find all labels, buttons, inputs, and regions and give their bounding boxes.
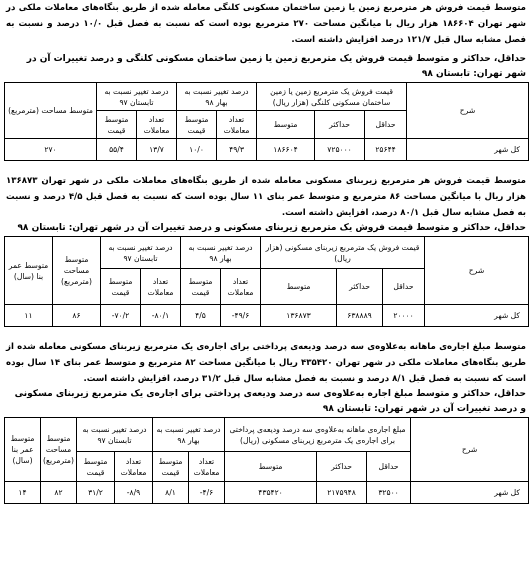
header-avg-area: متوسط مساحت (مترمربع) bbox=[5, 83, 97, 139]
header-max: حداکثر bbox=[317, 452, 367, 482]
cell-avg: ۱۸۶۶۰۴ bbox=[257, 139, 315, 161]
header-summer-count: تعداد معاملات bbox=[115, 452, 153, 482]
row-label: کل شهر bbox=[425, 305, 529, 327]
table-row bbox=[5, 482, 529, 504]
cell-avg: ۱۳۶۸۷۳ bbox=[261, 305, 337, 327]
section3-table bbox=[4, 417, 529, 504]
header-summer-price: متوسط قیمت bbox=[101, 269, 141, 305]
header-price-group: قیمت فروش یک مترمربع زمین یا زمین ساختمان مسکونی کلنگی (هزار ریال) bbox=[257, 83, 407, 111]
header-price-group: قیمت فروش یک مترمربع زیربنای مسکونی (هزار ریال) bbox=[261, 237, 425, 269]
header-summer-price: متوسط قیمت bbox=[77, 452, 115, 482]
cell-avg: ۴۳۵۴۲۰ bbox=[225, 482, 317, 504]
header-sharh: شرح bbox=[425, 237, 529, 305]
cell-max: ۷۲۵۰۰۰ bbox=[315, 139, 365, 161]
header-spring-change: درصد تغییر نسبت به بهار ۹۸ bbox=[181, 237, 261, 269]
cell-min: ۲۰۰۰۰ bbox=[383, 305, 425, 327]
section2-table bbox=[4, 236, 529, 327]
cell-age: ۱۱ bbox=[5, 305, 53, 327]
cell-area: ۸۶ bbox=[53, 305, 101, 327]
header-avg: متوسط bbox=[225, 452, 317, 482]
header-max: حداکثر bbox=[315, 111, 365, 139]
cell-spring-count: ۴۹/۳ bbox=[217, 139, 257, 161]
cell-spring-count: ۴/۶- bbox=[189, 482, 225, 504]
cell-spring-price: ۴/۵ bbox=[181, 305, 221, 327]
header-summer-count: تعداد معاملات bbox=[137, 111, 177, 139]
header-avg: متوسط bbox=[261, 269, 337, 305]
cell-max: ۲۱۷۵۹۴۸ bbox=[317, 482, 367, 504]
header-avg-age: متوسط عمر بنا (سال) bbox=[5, 418, 41, 482]
header-spring-count: تعداد معاملات bbox=[189, 452, 225, 482]
table-row bbox=[5, 305, 529, 327]
section3-caption: حداقل، حداکثر و متوسط مبلغ اجاره به‌علاوه‌ی سه درصد ودیعه‌ی پرداختی برای اجاره‌ی یک مترمربع زیربنای مسکونی و درصد تغییرات آن در شهر تهران: تابستان ۹۸ bbox=[14, 389, 526, 414]
header-min: حداقل bbox=[367, 452, 411, 482]
header-spring-count: تعداد معاملات bbox=[217, 111, 257, 139]
table-row bbox=[5, 139, 529, 161]
header-summer-change: درصد تغییر نسبت به تابستان ۹۷ bbox=[101, 237, 181, 269]
header-avg-area: متوسط مساحت (مترمربع) bbox=[41, 418, 77, 482]
cell-summer-count: ۸۰/۱- bbox=[141, 305, 181, 327]
header-spring-change: درصد تغییر نسبت به بهار ۹۸ bbox=[153, 418, 225, 452]
header-spring-count: تعداد معاملات bbox=[221, 269, 261, 305]
section3-paragraph: متوسط مبلغ اجاره‌ی ماهانه به‌علاوه‌ی سه درصد ودیعه‌ی پرداختی برای اجاره‌ی یک مترمربع زیربنای مسکونی معامله شده از طریق بنگاه‌های معاملات ملکی در شهر تهران ۴۳۵۴۲۰ ریال با میانگین مساحت ۸۲ مترمربع و متوسط عمر بنای ۱۴ سال بوده است که نسبت به فصل قبل ۸/۱ درصد و نسبت به فصل مشابه سال قبل ۳۱/۲ درصد، افزایش داشته است. bbox=[6, 342, 526, 384]
cell-area: ۸۲ bbox=[41, 482, 77, 504]
cell-max: ۶۳۸۸۸۹ bbox=[337, 305, 383, 327]
cell-summer-count: ۱۳/۷ bbox=[137, 139, 177, 161]
cell-summer-price: ۳۱/۲ bbox=[77, 482, 115, 504]
cell-spring-price: ۸/۱ bbox=[153, 482, 189, 504]
header-spring-price: متوسط قیمت bbox=[177, 111, 217, 139]
header-spring-price: متوسط قیمت bbox=[181, 269, 221, 305]
section2-paragraph: متوسط قیمت فروش هر مترمربع زیربنای مسکونی معامله شده از طریق بنگاه‌های معاملات ملکی در شهر تهران ۱۳۶۸۷۳ هزار ریال با میانگین مساحت ۸۶ مترمربع و متوسط عمر بنای ۱۱ سال بوده است که نسبت به فصل قبل ۴/۵ درصد و نسبت به فصل مشابه سال قبل ۸۰/۱ درصد، افزایش داشته است. bbox=[6, 176, 527, 218]
section1-table bbox=[4, 82, 529, 161]
header-avg-age: متوسط عمر بنا (سال) bbox=[5, 237, 53, 305]
cell-summer-price: ۷۰/۲- bbox=[101, 305, 141, 327]
header-sharh: شرح bbox=[407, 83, 529, 139]
header-summer-change: درصد تغییر نسبت به تابستان ۹۷ bbox=[77, 418, 153, 452]
header-summer-count: تعداد معاملات bbox=[141, 269, 181, 305]
header-sharh: شرح bbox=[411, 418, 529, 482]
header-spring-price: متوسط قیمت bbox=[153, 452, 189, 482]
cell-age: ۱۴ bbox=[5, 482, 41, 504]
cell-spring-count: ۴۹/۶- bbox=[221, 305, 261, 327]
header-min: حداقل bbox=[383, 269, 425, 305]
header-avg: متوسط bbox=[257, 111, 315, 139]
header-min: حداقل bbox=[365, 111, 407, 139]
header-summer-price: متوسط قیمت bbox=[97, 111, 137, 139]
section1-paragraph: متوسط قیمت فروش هر مترمربع زمین یا زمین ساختمان مسکونی کلنگی معامله شده از طریق بنگاه‌های معاملات ملکی در شهر تهران ۱۸۶۶۰۴ هزار ریال با میانگین مساحت ۲۷۰ مترمربع بوده است که نسبت به فصل قبل ۱۰/۰ درصد و نسبت به فصل مشابه سال قبل ۱۲۱/۷ درصد افزایش داشته است. bbox=[6, 3, 526, 45]
row-label: کل شهر bbox=[407, 139, 529, 161]
header-avg-area: متوسط مساحت (مترمربع) bbox=[53, 237, 101, 305]
header-spring-change: درصد تغییر نسبت به بهار ۹۸ bbox=[177, 83, 257, 111]
cell-summer-count: ۸/۹- bbox=[115, 482, 153, 504]
cell-min: ۳۲۵۰۰ bbox=[367, 482, 411, 504]
header-summer-change: درصد تغییر نسبت به تابستان ۹۷ bbox=[97, 83, 177, 111]
section1-caption: حداقل، حداکثر و متوسط قیمت فروش یک مترمربع زمین یا زمین ساختمان مسکونی کلنگی و درصد تغییرات آن در شهر تهران: تابستان ۹۸ bbox=[26, 54, 526, 79]
header-max: حداکثر bbox=[337, 269, 383, 305]
cell-spring-price: ۱۰/۰ bbox=[177, 139, 217, 161]
row-label: کل شهر bbox=[411, 482, 529, 504]
section2-caption: حداقل، حداکثر و متوسط قیمت فروش یک مترمربع زیربنای مسکونی و درصد تغییرات آن در شهر تهران: تابستان ۹۸ bbox=[17, 223, 526, 233]
header-price-group: مبلغ اجاره‌ی ماهانه به‌علاوه‌ی سه درصد ودیعه‌ی پرداختی برای اجاره‌ی یک مترمربع زیربنای مسکونی (ریال) bbox=[225, 418, 411, 452]
cell-min: ۲۵۶۴۴ bbox=[365, 139, 407, 161]
cell-area: ۲۷۰ bbox=[5, 139, 97, 161]
cell-summer-price: ۵۵/۴ bbox=[97, 139, 137, 161]
